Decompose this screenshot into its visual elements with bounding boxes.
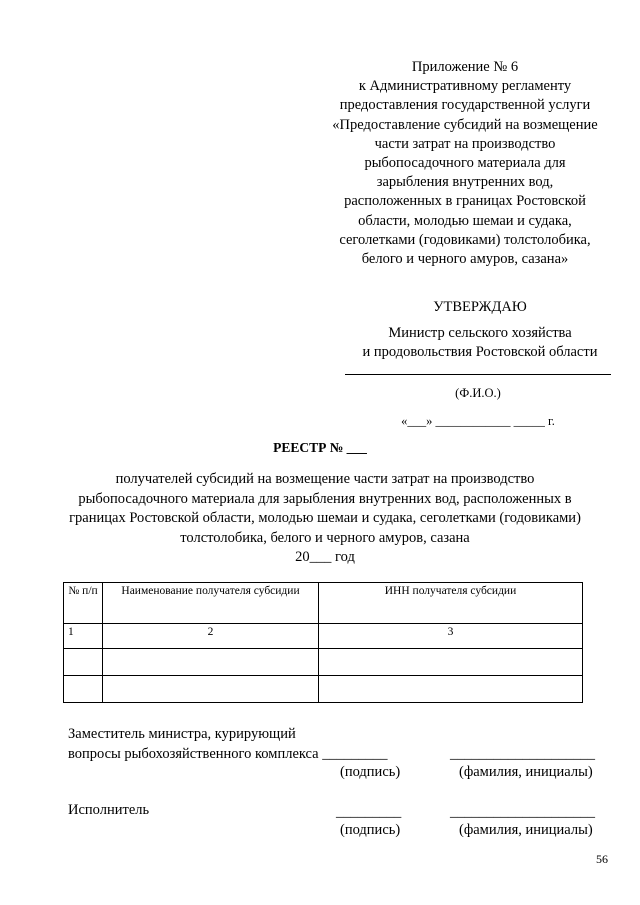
deputy-name-caption: (фамилия, инициалы) xyxy=(459,764,593,780)
registry-year: 20___ год xyxy=(295,549,355,565)
deputy-block xyxy=(68,724,387,764)
registry-description xyxy=(60,470,590,568)
deputy-title-line1: Заместитель министра, курирующий xyxy=(68,726,296,742)
table-cell: 3 xyxy=(319,624,583,649)
registry-description-line: получателей субсидий на возмещение части затрат на производство xyxy=(115,471,535,487)
page-number: 56 xyxy=(596,852,608,866)
appendix-block xyxy=(300,58,630,269)
approval-fio-caption: (Ф.И.О.) xyxy=(455,386,501,400)
appendix-line: белого и черного амуров, сазана» xyxy=(361,251,569,268)
table-cell xyxy=(64,649,103,676)
appendix-line: Приложение № 6 xyxy=(411,59,519,75)
appendix-line: зарыбления внутренних вод, xyxy=(376,174,554,191)
approval-signature-line xyxy=(345,374,611,375)
table-row xyxy=(64,649,583,676)
table-cell xyxy=(319,676,583,703)
executor-signature-caption: (подпись) xyxy=(340,822,401,838)
table-cell xyxy=(319,649,583,676)
approval-block xyxy=(330,298,630,363)
appendix-line: сеголетками (годовиками) толстолобика, xyxy=(339,231,591,248)
header-inn: ИНН получателя субсидии xyxy=(319,583,583,624)
approval-position-line1: Министр сельского хозяйства xyxy=(388,324,572,341)
appendix-line: к Административному регламенту xyxy=(358,78,572,95)
appendix-line: части затрат на производство xyxy=(374,135,556,152)
registry-title: РЕЕСТР № ___ xyxy=(273,440,367,455)
table-number-row xyxy=(64,624,583,649)
appendix-line: области, молодью шемаи и судака, xyxy=(358,212,572,229)
executor-label: Исполнитель xyxy=(68,802,150,818)
appendix-line: «Предоставление субсидий на возмещение xyxy=(332,116,598,133)
table-cell xyxy=(103,676,319,703)
registry-description-line: рыбопосадочного материала для зарыбления внутренних вод, расположенных в xyxy=(78,490,572,507)
registry-description-line: толстолобика, белого и черного амуров, сазана xyxy=(180,529,470,546)
table-cell: 2 xyxy=(103,624,319,649)
executor-name-line: ____________________ xyxy=(450,804,595,820)
table-cell xyxy=(103,649,319,676)
executor-signature-line: _________ xyxy=(336,804,402,820)
registry-table xyxy=(63,582,583,703)
appendix-line: расположенных в границах Ростовской xyxy=(344,193,586,210)
approval-date: «___» ____________ _____ г. xyxy=(401,414,555,428)
deputy-title-line2: вопросы рыбохозяйственного комплекса _________ xyxy=(68,746,388,762)
executor-name-caption: (фамилия, инициалы) xyxy=(459,822,593,838)
appendix-line: рыбопосадочного материала для xyxy=(364,155,566,172)
header-recipient-name: Наименование получателя субсидии xyxy=(103,583,319,624)
table-cell: 1 xyxy=(64,624,103,649)
approval-position-line2: и продовольствия Ростовской области xyxy=(362,344,598,360)
appendix-line: предоставления государственной услуги xyxy=(339,97,591,114)
deputy-name-line: ____________________ xyxy=(450,746,595,762)
table-cell xyxy=(64,676,103,703)
table-row xyxy=(64,676,583,703)
table-header-row xyxy=(64,583,583,624)
registry-description-line: границах Ростовской области, молодью шемаи и судака, сеголетками (годовиками) xyxy=(69,510,581,526)
header-number: № п/п xyxy=(64,583,103,624)
approval-heading: УТВЕРЖДАЮ xyxy=(433,299,527,315)
deputy-signature-caption: (подпись) xyxy=(340,764,401,780)
